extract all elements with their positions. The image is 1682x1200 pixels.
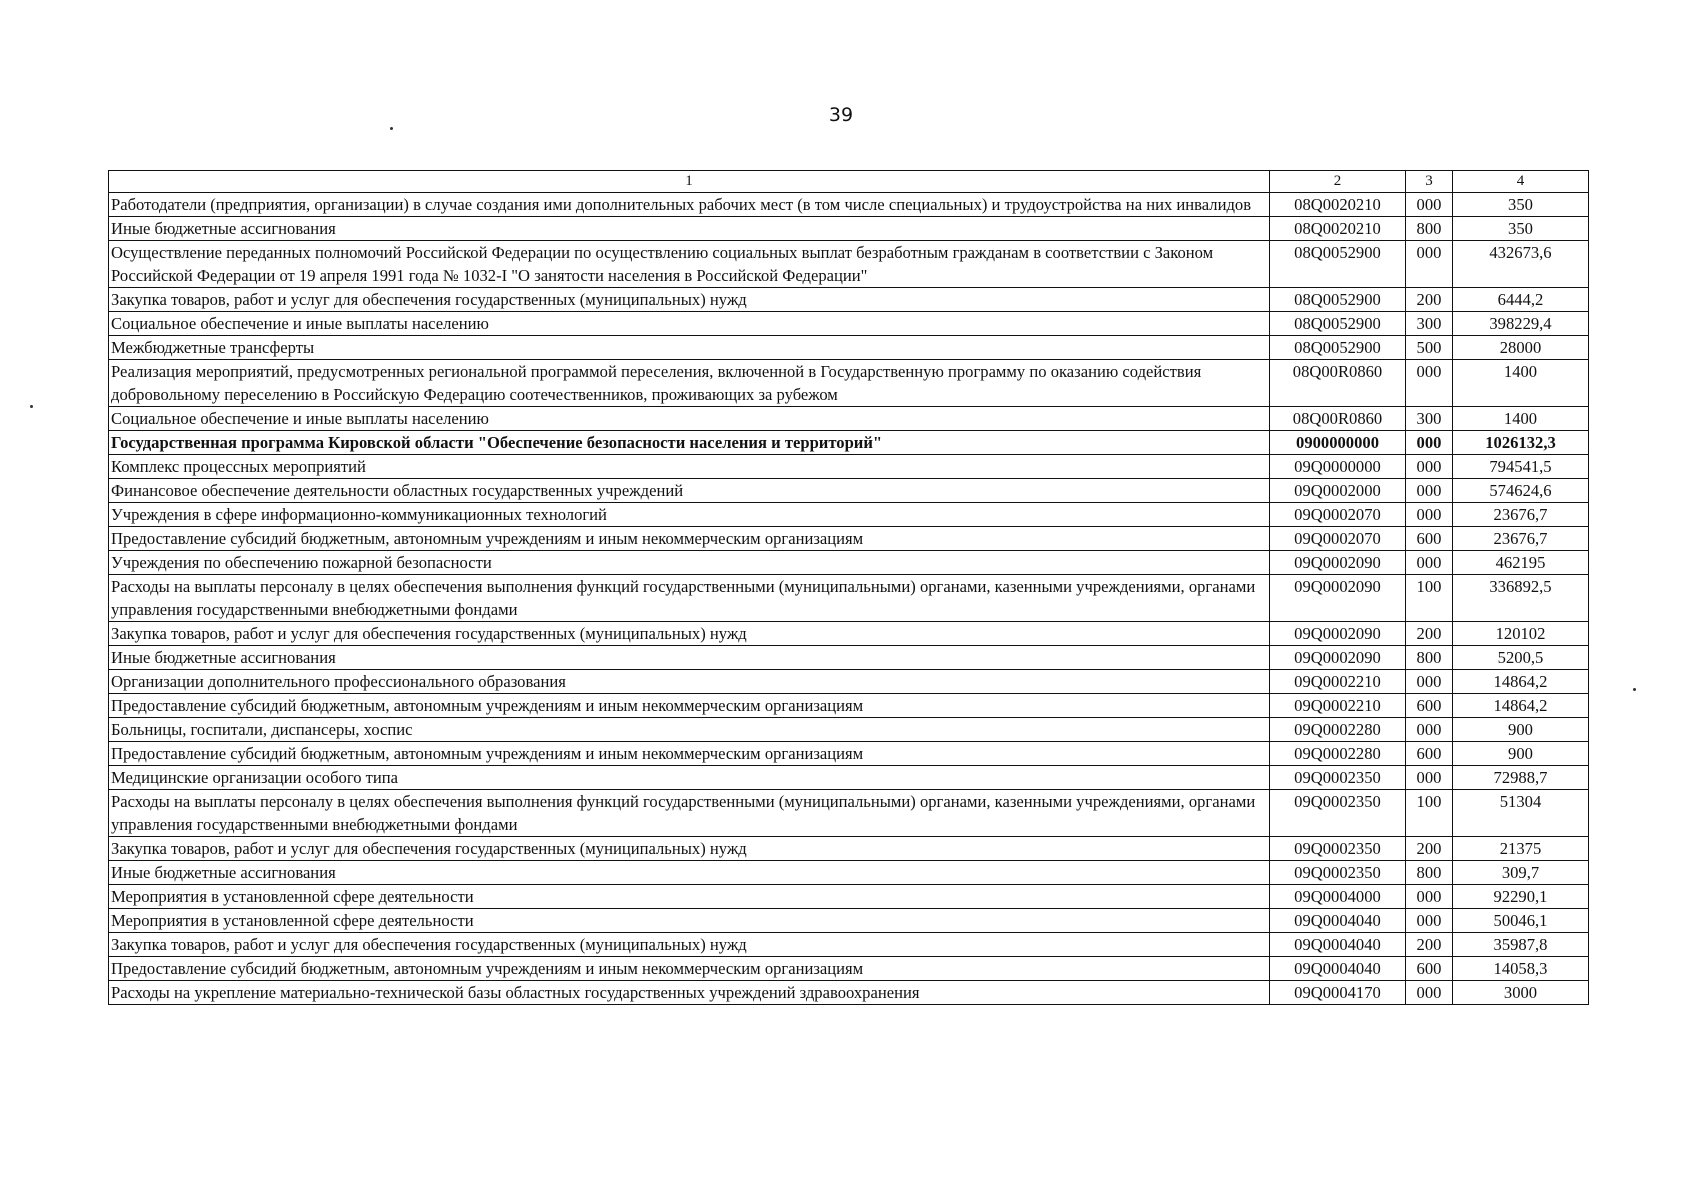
table-row: [109, 909, 1589, 933]
table-row: [109, 718, 1589, 742]
cell-name: Комплекс процессных мероприятий: [109, 455, 1270, 479]
cell-name: Закупка товаров, работ и услуг для обеспечения государственных (муниципальных) нужд: [109, 837, 1270, 861]
cell-name: Мероприятия в установленной сфере деятельности: [109, 885, 1270, 909]
cell-amount: 3000: [1453, 981, 1589, 1005]
cell-type: 000: [1406, 431, 1453, 455]
cell-code: 0900000000: [1270, 431, 1406, 455]
table-row: [109, 622, 1589, 646]
table-row: [109, 527, 1589, 551]
cell-code: 09Q0002000: [1270, 479, 1406, 503]
budget-table: [108, 170, 1589, 1005]
cell-name: Организации дополнительного профессионального образования: [109, 670, 1270, 694]
table-row: [109, 312, 1589, 336]
table-header: [109, 171, 1589, 193]
table-row: [109, 217, 1589, 241]
table-row: [109, 431, 1589, 455]
cell-code: 09Q0002350: [1270, 837, 1406, 861]
cell-code: 09Q0004170: [1270, 981, 1406, 1005]
cell-code: 09Q0004000: [1270, 885, 1406, 909]
cell-name: Осуществление переданных полномочий Российской Федерации по осуществлению социальных выплат безработным гражданам в соответствии с Законом Российской Федерации от 19 апреля 1991 года № 1032-I "О занятости населения в Российской Федерации": [109, 241, 1270, 288]
cell-amount: 6444,2: [1453, 288, 1589, 312]
cell-type: 800: [1406, 861, 1453, 885]
cell-name: Предоставление субсидий бюджетным, автономным учреждениям и иным некоммерческим организациям: [109, 694, 1270, 718]
cell-type: 000: [1406, 479, 1453, 503]
cell-type: 100: [1406, 575, 1453, 622]
cell-type: 000: [1406, 981, 1453, 1005]
cell-type: 200: [1406, 622, 1453, 646]
table-row: [109, 981, 1589, 1005]
cell-amount: 35987,8: [1453, 933, 1589, 957]
cell-amount: 462195: [1453, 551, 1589, 575]
cell-type: 200: [1406, 933, 1453, 957]
cell-amount: 1400: [1453, 360, 1589, 407]
table-row: [109, 670, 1589, 694]
cell-name: Межбюджетные трансферты: [109, 336, 1270, 360]
cell-amount: 398229,4: [1453, 312, 1589, 336]
table-row: [109, 694, 1589, 718]
cell-amount: 574624,6: [1453, 479, 1589, 503]
cell-type: 000: [1406, 718, 1453, 742]
cell-name: Государственная программа Кировской области "Обеспечение безопасности населения и территорий": [109, 431, 1270, 455]
cell-type: 000: [1406, 503, 1453, 527]
table-row: [109, 479, 1589, 503]
page-number: 39: [828, 104, 854, 126]
cell-name: Предоставление субсидий бюджетным, автономным учреждениям и иным некоммерческим организациям: [109, 742, 1270, 766]
cell-name: Медицинские организации особого типа: [109, 766, 1270, 790]
cell-name: Закупка товаров, работ и услуг для обеспечения государственных (муниципальных) нужд: [109, 933, 1270, 957]
cell-amount: 50046,1: [1453, 909, 1589, 933]
cell-amount: 5200,5: [1453, 646, 1589, 670]
scan-speck: [390, 127, 393, 130]
cell-type: 300: [1406, 407, 1453, 431]
cell-name: Предоставление субсидий бюджетным, автономным учреждениям и иным некоммерческим организациям: [109, 527, 1270, 551]
cell-type: 000: [1406, 360, 1453, 407]
cell-code: 08Q0052900: [1270, 336, 1406, 360]
cell-name: Социальное обеспечение и иные выплаты населению: [109, 407, 1270, 431]
cell-type: 200: [1406, 837, 1453, 861]
cell-amount: 23676,7: [1453, 527, 1589, 551]
cell-name: Учреждения в сфере информационно-коммуникационных технологий: [109, 503, 1270, 527]
table-row: [109, 360, 1589, 407]
cell-code: 09Q0002090: [1270, 622, 1406, 646]
cell-code: 09Q0004040: [1270, 957, 1406, 981]
table-row: [109, 455, 1589, 479]
cell-type: 000: [1406, 885, 1453, 909]
header-col-1: 1: [109, 171, 1270, 193]
cell-code: 09Q0000000: [1270, 455, 1406, 479]
cell-amount: 900: [1453, 742, 1589, 766]
header-col-2: 2: [1270, 171, 1406, 193]
cell-code: 09Q0002090: [1270, 575, 1406, 622]
table-row: [109, 933, 1589, 957]
cell-name: Иные бюджетные ассигнования: [109, 861, 1270, 885]
table-body: [109, 193, 1589, 1005]
cell-code: 09Q0002070: [1270, 503, 1406, 527]
cell-code: 08Q0052900: [1270, 312, 1406, 336]
table-row: [109, 193, 1589, 217]
table-row: [109, 241, 1589, 288]
cell-amount: 309,7: [1453, 861, 1589, 885]
cell-type: 000: [1406, 766, 1453, 790]
table-row: [109, 503, 1589, 527]
cell-amount: 432673,6: [1453, 241, 1589, 288]
cell-amount: 92290,1: [1453, 885, 1589, 909]
cell-type: 600: [1406, 694, 1453, 718]
cell-amount: 14864,2: [1453, 694, 1589, 718]
cell-name: Реализация мероприятий, предусмотренных региональной программой переселения, включенной в Государственную программу по оказанию содействия добровольному переселению в Российскую Федерацию соотечественников, проживающих за рубежом: [109, 360, 1270, 407]
cell-code: 09Q0002210: [1270, 670, 1406, 694]
cell-name: Работодатели (предприятия, организации) в случае создания ими дополнительных рабочих мест (в том числе специальных) и трудоустройства на них инвалидов: [109, 193, 1270, 217]
table-row: [109, 575, 1589, 622]
cell-type: 000: [1406, 551, 1453, 575]
cell-amount: 21375: [1453, 837, 1589, 861]
header-row: [109, 171, 1589, 193]
cell-type: 000: [1406, 193, 1453, 217]
table-row: [109, 742, 1589, 766]
cell-type: 000: [1406, 670, 1453, 694]
cell-amount: 14864,2: [1453, 670, 1589, 694]
cell-type: 800: [1406, 217, 1453, 241]
cell-amount: 794541,5: [1453, 455, 1589, 479]
cell-type: 200: [1406, 288, 1453, 312]
cell-type: 100: [1406, 790, 1453, 837]
cell-name: Расходы на укрепление материально-технической базы областных государственных учреждений здравоохранения: [109, 981, 1270, 1005]
cell-code: 09Q0002210: [1270, 694, 1406, 718]
table-row: [109, 407, 1589, 431]
cell-type: 000: [1406, 455, 1453, 479]
header-col-4: 4: [1453, 171, 1589, 193]
cell-amount: 350: [1453, 217, 1589, 241]
cell-type: 600: [1406, 742, 1453, 766]
cell-amount: 1026132,3: [1453, 431, 1589, 455]
table-row: [109, 885, 1589, 909]
cell-amount: 28000: [1453, 336, 1589, 360]
cell-amount: 350: [1453, 193, 1589, 217]
cell-code: 08Q0052900: [1270, 288, 1406, 312]
cell-code: 09Q0004040: [1270, 909, 1406, 933]
table-row: [109, 861, 1589, 885]
cell-type: 500: [1406, 336, 1453, 360]
table-row: [109, 837, 1589, 861]
table-row: [109, 551, 1589, 575]
cell-name: Иные бюджетные ассигнования: [109, 217, 1270, 241]
cell-amount: 1400: [1453, 407, 1589, 431]
cell-name: Закупка товаров, работ и услуг для обеспечения государственных (муниципальных) нужд: [109, 288, 1270, 312]
table-row: [109, 957, 1589, 981]
cell-name: Расходы на выплаты персоналу в целях обеспечения выполнения функций государственными (муниципальными) органами, казенными учреждениями, органами управления государственными внебюджетными фондами: [109, 575, 1270, 622]
scan-speck: [1633, 688, 1636, 691]
cell-amount: 23676,7: [1453, 503, 1589, 527]
cell-code: 09Q0002350: [1270, 861, 1406, 885]
cell-code: 08Q0020210: [1270, 217, 1406, 241]
cell-code: 09Q0002350: [1270, 766, 1406, 790]
cell-name: Больницы, госпитали, диспансеры, хоспис: [109, 718, 1270, 742]
cell-amount: 336892,5: [1453, 575, 1589, 622]
cell-type: 800: [1406, 646, 1453, 670]
cell-amount: 120102: [1453, 622, 1589, 646]
cell-code: 08Q0052900: [1270, 241, 1406, 288]
table-row: [109, 790, 1589, 837]
table-row: [109, 288, 1589, 312]
cell-name: Иные бюджетные ассигнования: [109, 646, 1270, 670]
header-col-3: 3: [1406, 171, 1453, 193]
cell-code: 09Q0002350: [1270, 790, 1406, 837]
scan-speck: [30, 405, 33, 408]
table-row: [109, 336, 1589, 360]
cell-code: 08Q00R0860: [1270, 360, 1406, 407]
cell-amount: 900: [1453, 718, 1589, 742]
cell-name: Расходы на выплаты персоналу в целях обеспечения выполнения функций государственными (муниципальными) органами, казенными учреждениями, органами управления государственными внебюджетными фондами: [109, 790, 1270, 837]
cell-name: Мероприятия в установленной сфере деятельности: [109, 909, 1270, 933]
cell-amount: 51304: [1453, 790, 1589, 837]
cell-code: 09Q0002090: [1270, 646, 1406, 670]
cell-name: Социальное обеспечение и иные выплаты населению: [109, 312, 1270, 336]
cell-name: Закупка товаров, работ и услуг для обеспечения государственных (муниципальных) нужд: [109, 622, 1270, 646]
cell-name: Учреждения по обеспечению пожарной безопасности: [109, 551, 1270, 575]
cell-name: Финансовое обеспечение деятельности областных государственных учреждений: [109, 479, 1270, 503]
cell-type: 600: [1406, 957, 1453, 981]
cell-code: 09Q0002280: [1270, 718, 1406, 742]
table-row: [109, 646, 1589, 670]
cell-type: 000: [1406, 909, 1453, 933]
cell-amount: 72988,7: [1453, 766, 1589, 790]
cell-code: 09Q0002090: [1270, 551, 1406, 575]
cell-code: 08Q00R0860: [1270, 407, 1406, 431]
cell-code: 09Q0002070: [1270, 527, 1406, 551]
table-row: [109, 766, 1589, 790]
cell-amount: 14058,3: [1453, 957, 1589, 981]
cell-name: Предоставление субсидий бюджетным, автономным учреждениям и иным некоммерческим организациям: [109, 957, 1270, 981]
cell-type: 300: [1406, 312, 1453, 336]
cell-code: 09Q0004040: [1270, 933, 1406, 957]
cell-code: 08Q0020210: [1270, 193, 1406, 217]
cell-code: 09Q0002280: [1270, 742, 1406, 766]
cell-type: 600: [1406, 527, 1453, 551]
cell-type: 000: [1406, 241, 1453, 288]
